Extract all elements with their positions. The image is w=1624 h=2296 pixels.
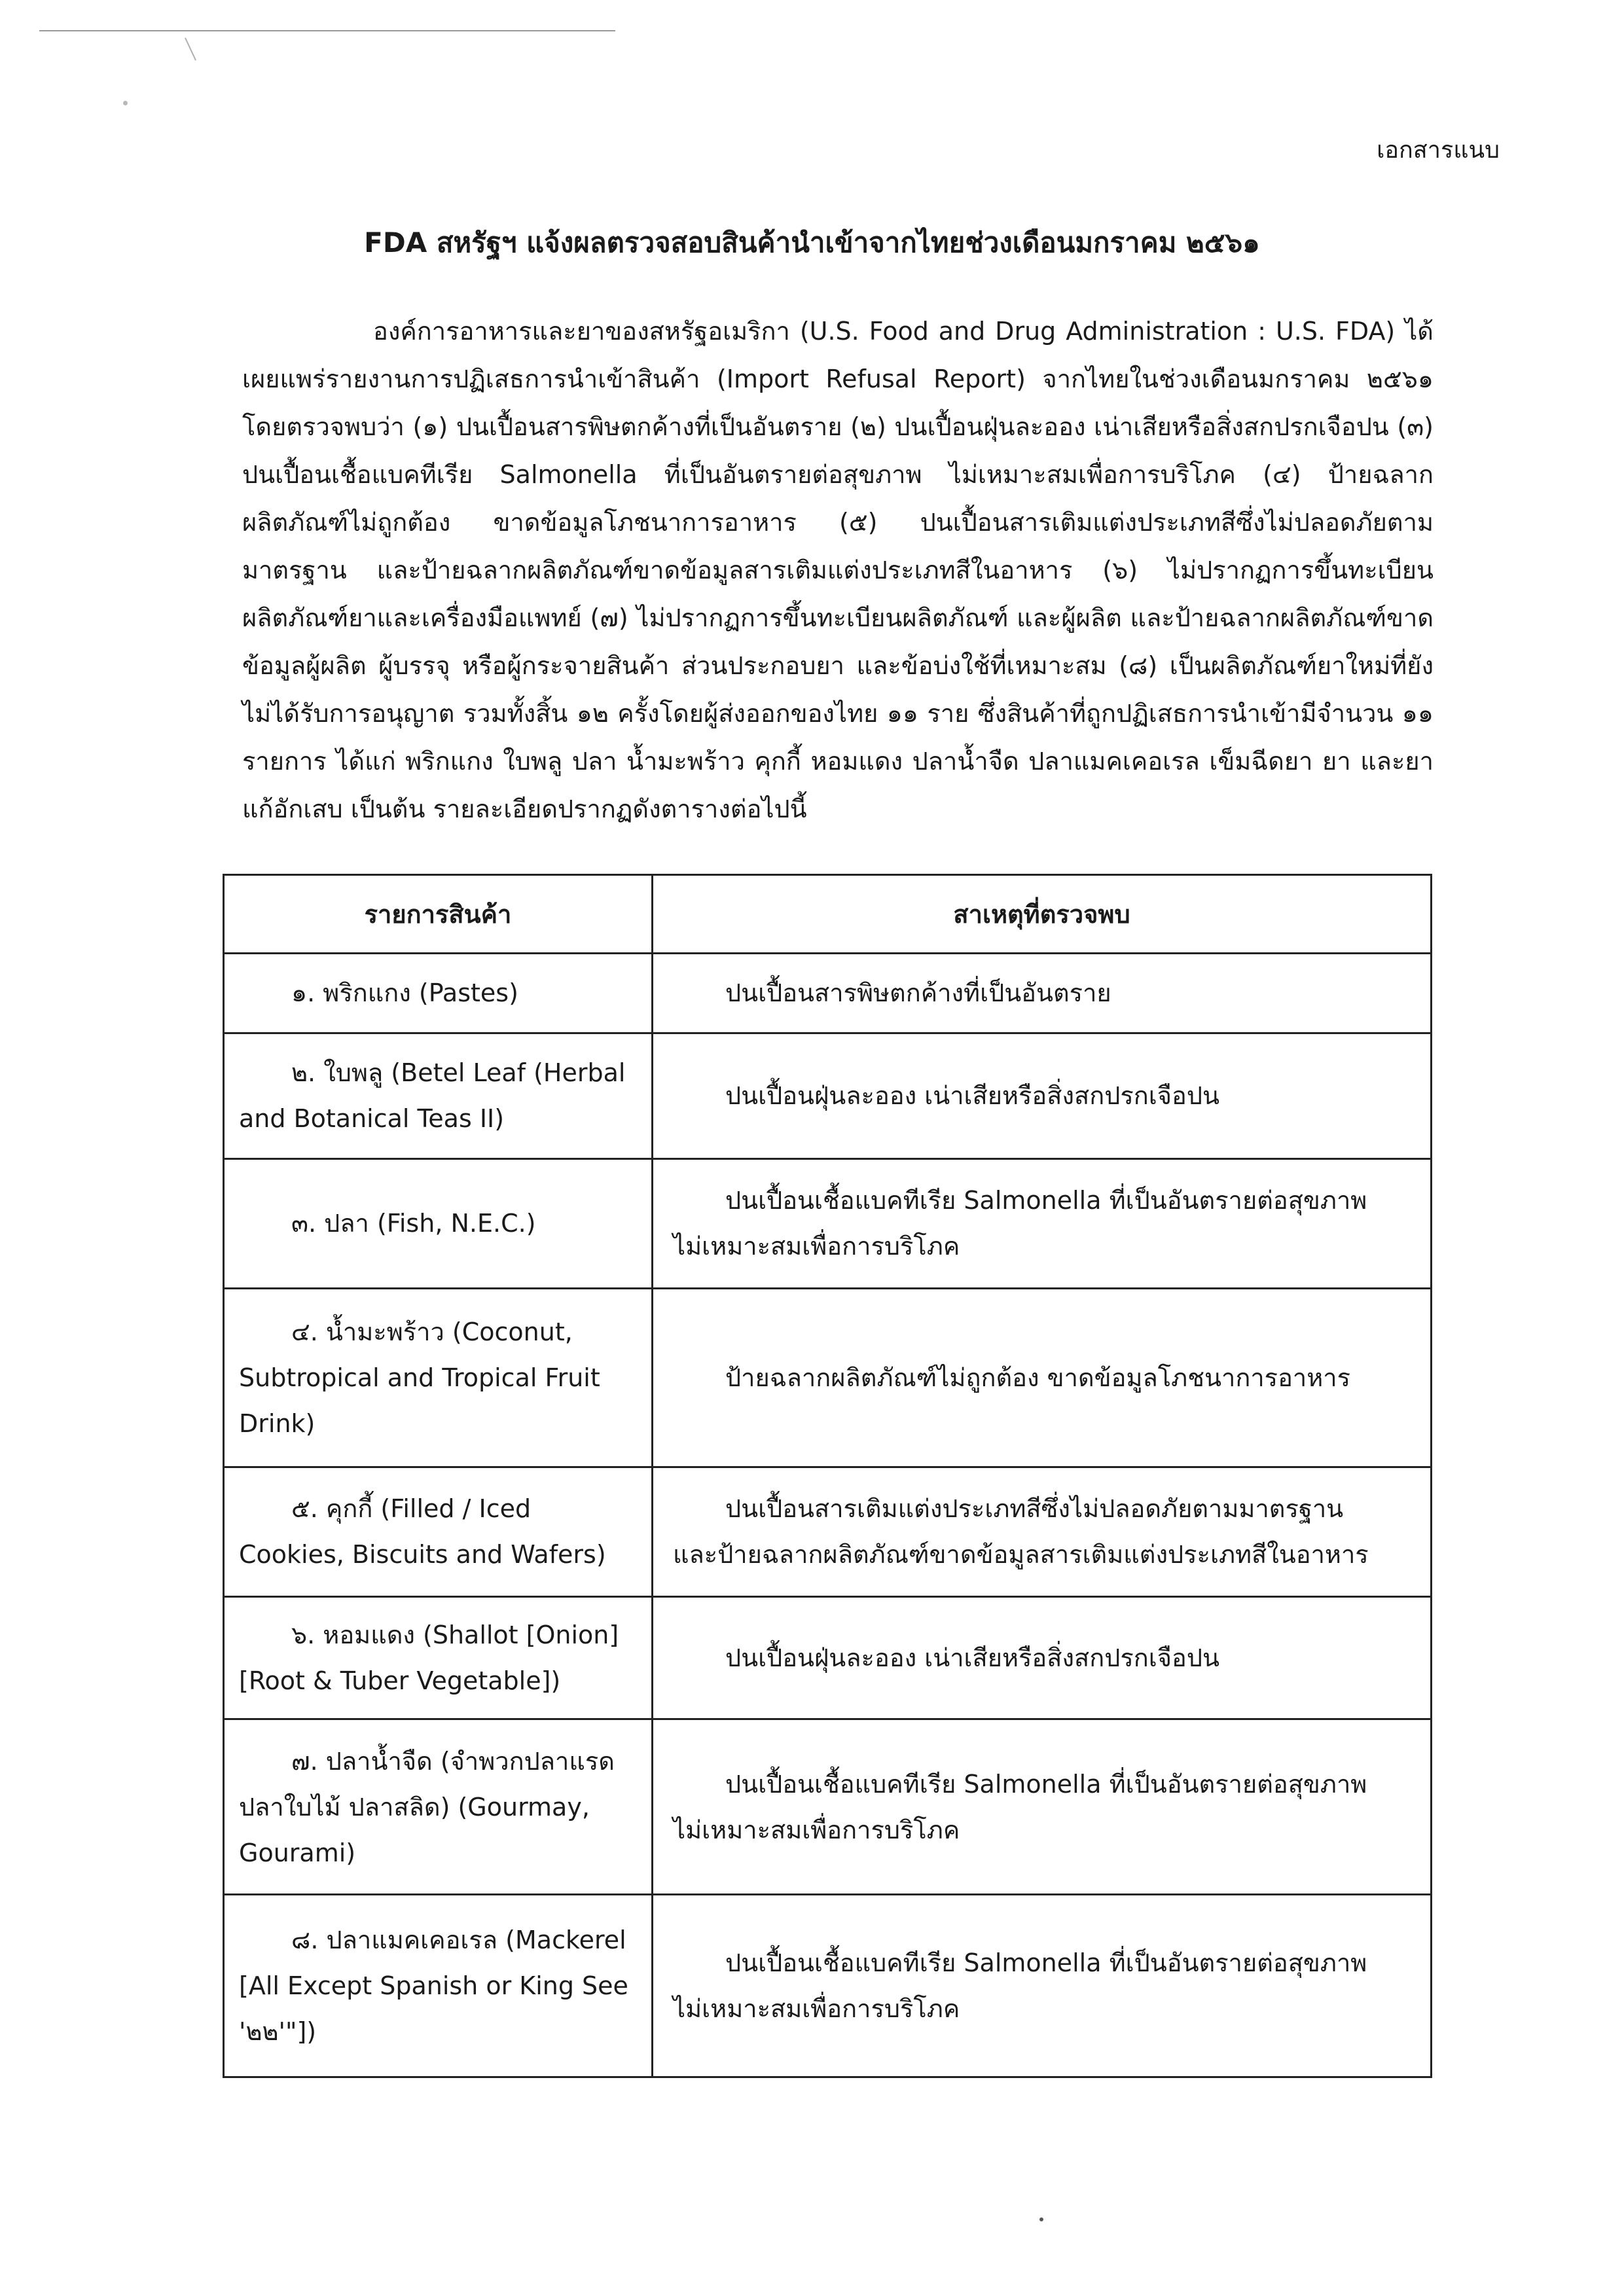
refusal-table bbox=[223, 874, 1432, 2078]
reason-line: ปนเปื้อนเชื้อแบคทีเรีย Salmonella ที่เป็นอันตรายต่อสุขภาพ bbox=[725, 1948, 1367, 1978]
table-row bbox=[224, 1159, 1432, 1289]
reason-line: ป้ายฉลากผลิตภัณฑ์ไม่ถูกต้อง ขาดข้อมูลโภชนาการอาหาร bbox=[725, 1363, 1351, 1392]
scan-artifact-dot bbox=[123, 101, 128, 105]
body-text: องค์การอาหารและยาของสหรัฐอเมริกา (U.S. Food and Drug Administration : U.S. FDA) ได้เผยแพร่รายงานการปฏิเสธการนำเข้าสินค้า (Import Refusal Report) จากไทยในช่วงเดือนมกราคม ๒๕๖๑ โดยตรวจพบว่า (๑) ปนเปื้อนสารพิษตกค้างที่เป็นอันตราย (๒) ปนเปื้อนฝุ่นละออง เน่าเสียหรือสิ่งสกปรกเจือปน (๓) ปนเปื้อนเชื้อแบคทีเรีย Salmonella ที่เป็นอันตรายต่อสุขภาพ ไม่เหมาะสมเพื่อการบริโภค (๔) ป้ายฉลากผลิตภัณฑ์ไม่ถูกต้อง ขาดข้อมูลโภชนาการอาหาร (๕) ปนเปื้อนสารเติมแต่งประเภทสีซึ่งไม่ปลอดภัยตามมาตรฐาน และป้ายฉลากผลิตภัณฑ์ขาดข้อมูลสารเติมแต่งประเภทสีในอาหาร (๖) ไม่ปรากฏการขึ้นทะเบียนผลิตภัณฑ์ยาและเครื่องมือแพทย์ (๗) ไม่ปรากฏการขึ้นทะเบียนผลิตภัณฑ์ และผู้ผลิต และป้ายฉลากผลิตภัณฑ์ขาดข้อมูลผู้ผลิต ผู้บรรจุ หรือผู้กระจายสินค้า ส่วนประกอบยา และข้อบ่งใช้ที่เหมาะสม (๘) เป็นผลิตภัณฑ์ยาใหม่ที่ยังไม่ได้รับการอนุญาต รวมทั้งสิ้น ๑๒ ครั้งโดยผู้ส่งออกของไทย ๑๑ ราย ซึ่งสินค้าที่ถูกปฏิเสธการนำเข้ามีจำนวน ๑๑ รายการ ได้แก่ พริกแกง ใบพลู ปลา น้ำมะพร้าว คุกกี้ หอมแดง ปลาน้ำจืด ปลาแมคเคอเรล เข็มฉีดยา ยา และยาแก้อักเสบ เป็นต้น รายละเอียดปรากฏดังตารางต่อไปนี้ bbox=[242, 317, 1434, 823]
scan-artifact-line bbox=[39, 30, 615, 31]
item-cell bbox=[224, 1033, 653, 1158]
reason-cell bbox=[653, 1033, 1432, 1158]
item-line: '๒๒'"]) bbox=[239, 2017, 317, 2047]
reason-line: และป้ายฉลากผลิตภัณฑ์ขาดข้อมูลสารเติมแต่งประเภทสีในอาหาร bbox=[673, 1540, 1369, 1570]
item-line: ๘. ปลาแมคเคอเรล (Mackerel bbox=[291, 1926, 626, 1955]
table-row bbox=[224, 1596, 1432, 1719]
reason-line: ไม่เหมาะสมเพื่อการบริโภค bbox=[673, 1815, 960, 1844]
body-paragraph bbox=[242, 308, 1434, 833]
item-cell bbox=[224, 1159, 653, 1289]
item-line: [All Except Spanish or King See bbox=[239, 1971, 628, 2001]
table-row bbox=[224, 1467, 1432, 1597]
reason-cell bbox=[653, 1467, 1432, 1597]
item-cell bbox=[224, 1288, 653, 1467]
table-row bbox=[224, 1719, 1432, 1894]
table-row bbox=[224, 1033, 1432, 1158]
reason-cell bbox=[653, 1288, 1432, 1467]
reason-line: ปนเปื้อนสารเติมแต่งประเภทสีซึ่งไม่ปลอดภัยตามมาตรฐาน bbox=[725, 1494, 1344, 1524]
scan-artifact-dot bbox=[1039, 2217, 1043, 2221]
column-header-reason: สาเหตุที่ตรวจพบ bbox=[653, 875, 1432, 954]
item-line: ๒. ใบพลู (Betel Leaf (Herbal bbox=[291, 1058, 626, 1088]
reason-cell bbox=[653, 1895, 1432, 2077]
reason-line: ปนเปื้อนเชื้อแบคทีเรีย Salmonella ที่เป็นอันตรายต่อสุขภาพ bbox=[725, 1769, 1367, 1799]
item-cell bbox=[224, 1719, 653, 1894]
reason-line: ไม่เหมาะสมเพื่อการบริโภค bbox=[673, 1994, 960, 2024]
item-line: and Botanical Teas II) bbox=[239, 1104, 505, 1134]
item-line: ๓. ปลา (Fish, N.E.C.) bbox=[291, 1209, 536, 1238]
item-line: ๗. ปลาน้ำจืด (จำพวกปลาแรด bbox=[291, 1746, 615, 1776]
item-cell bbox=[224, 1596, 653, 1719]
attachment-label: เอกสารแนบ bbox=[1377, 137, 1500, 164]
reason-cell bbox=[653, 1159, 1432, 1289]
item-line: [Root & Tuber Vegetable]) bbox=[239, 1666, 561, 1695]
item-line: Subtropical and Tropical Fruit bbox=[239, 1363, 600, 1392]
reason-line: ปนเปื้อนสารพิษตกค้างที่เป็นอันตราย bbox=[725, 978, 1111, 1008]
item-line: ๑. พริกแกง (Pastes) bbox=[291, 978, 518, 1008]
item-line: Cookies, Biscuits and Wafers) bbox=[239, 1540, 606, 1570]
table-row bbox=[224, 1895, 1432, 2077]
item-line: ปลาใบไม้ ปลาสลิด) (Gourmay, bbox=[239, 1792, 590, 1821]
reason-cell bbox=[653, 1719, 1432, 1894]
table-row bbox=[224, 1288, 1432, 1467]
table-header-row bbox=[224, 875, 1432, 954]
table-row bbox=[224, 954, 1432, 1033]
reason-line: ปนเปื้อนเชื้อแบคทีเรีย Salmonella ที่เป็นอันตรายต่อสุขภาพ bbox=[725, 1186, 1367, 1215]
reason-cell bbox=[653, 954, 1432, 1033]
item-line: Drink) bbox=[239, 1408, 316, 1438]
document-title: FDA สหรัฐฯ แจ้งผลตรวจสอบสินค้านำเข้าจากไทยช่วงเดือนมกราคม ๒๕๖๑ bbox=[364, 226, 1260, 259]
item-line: ๖. หอมแดง (Shallot [Onion] bbox=[291, 1620, 619, 1649]
item-cell bbox=[224, 954, 653, 1033]
scan-artifact-mark bbox=[185, 37, 196, 60]
item-line: Gourami) bbox=[239, 1838, 356, 1867]
item-line: ๔. น้ำมะพร้าว (Coconut, bbox=[291, 1317, 573, 1346]
reason-line: ปนเปื้อนฝุ่นละออง เน่าเสียหรือสิ่งสกปรกเจือปน bbox=[725, 1081, 1219, 1111]
reason-cell bbox=[653, 1596, 1432, 1719]
item-cell bbox=[224, 1895, 653, 2077]
item-line: ๕. คุกกี้ (Filled / Iced bbox=[291, 1494, 532, 1524]
column-header-item: รายการสินค้า bbox=[224, 875, 653, 954]
reason-line: ปนเปื้อนฝุ่นละออง เน่าเสียหรือสิ่งสกปรกเจือปน bbox=[725, 1643, 1219, 1672]
item-cell bbox=[224, 1467, 653, 1597]
reason-line: ไม่เหมาะสมเพื่อการบริโภค bbox=[673, 1232, 960, 1261]
